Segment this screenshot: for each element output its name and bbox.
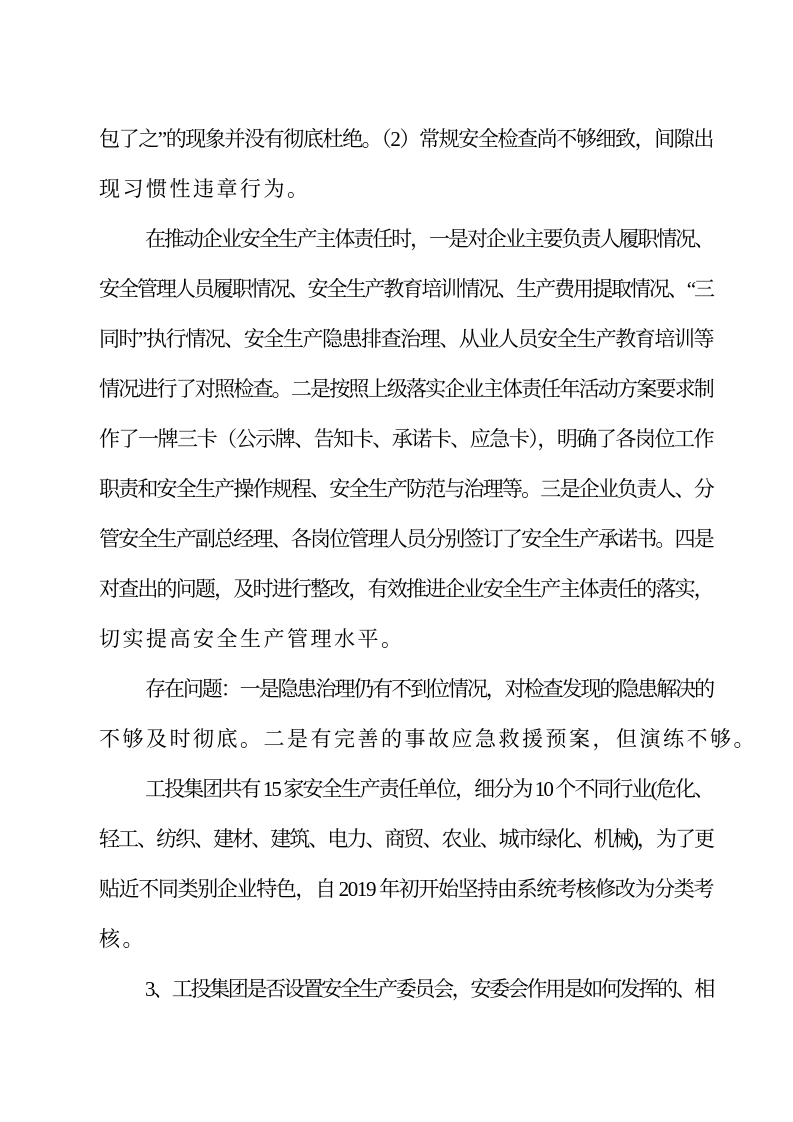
text-line: 情况进行了对照检查。二是按照上级落实企业主体责任年活动方案要求制 <box>99 377 713 401</box>
document-text-block <box>99 114 757 1014</box>
text-line: 职责和安全生产操作规程、安全生产防范与治理等。三是企业负责人、分 <box>99 477 713 501</box>
text-line: 存在问题：一是隐患治理仍有不到位情况，对检查发现的隐患解决的 <box>145 677 713 701</box>
text-line: 不够及时彻底。二是有完善的事故应急救援预案，但演练不够。 <box>99 727 757 751</box>
text-line: 管安全生产副总经理、各岗位管理人员分别签订了安全生产承诺书。四是 <box>99 527 713 551</box>
text-line: 核。 <box>99 927 146 951</box>
text-line: 切实提高安全生产管理水平。 <box>99 627 405 651</box>
text-line: 工投集团共有 15 家安全生产责任单位，细分为 10 个不同行业(危化、 <box>145 777 713 801</box>
text-line: 轻工、纺织、建材、建筑、电力、商贸、农业、城市绿化、机械)，为了更 <box>99 827 713 851</box>
text-line: 对查出的问题，及时进行整改，有效推进企业安全生产主体责任的落实， <box>99 577 713 601</box>
text-line: 作了一牌三卡（公示牌、告知卡、承诺卡、应急卡），明确了各岗位工作 <box>99 427 713 451</box>
text-line: 安全管理人员履职情况、安全生产教育培训情况、生产费用提取情况、“三 <box>99 277 713 301</box>
text-line: 同时”执行情况、安全生产隐患排查治理、从业人员安全生产教育培训等 <box>99 327 713 351</box>
text-line: 在推动企业安全生产主体责任时，一是对企业主要负责人履职情况、 <box>145 227 713 251</box>
text-line: 包了之”的现象并没有彻底杜绝。（2）常规安全检查尚不够细致，间隙出 <box>99 127 713 151</box>
text-line: 贴近不同类别企业特色，自 2019 年初开始坚持由系统考核修改为分类考 <box>99 877 713 901</box>
text-line: 3、工投集团是否设置安全生产委员会，安委会作用是如何发挥的、相 <box>145 977 713 1001</box>
text-line: 现习惯性违章行为。 <box>99 177 311 201</box>
